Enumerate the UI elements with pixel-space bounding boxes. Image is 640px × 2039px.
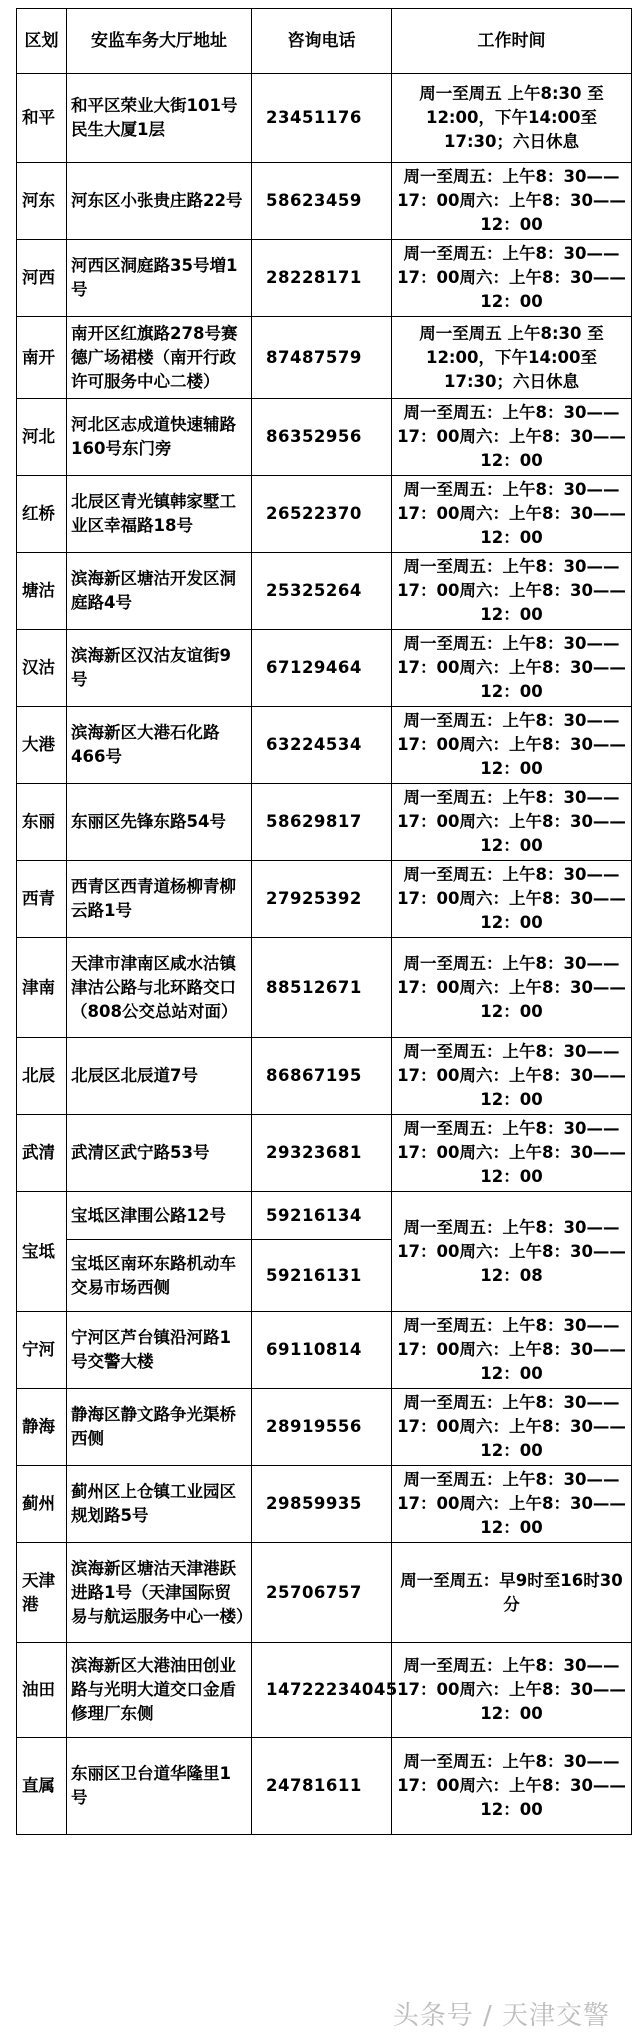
table-row — [17, 707, 632, 784]
table-row — [17, 240, 632, 317]
hours-cell: 周一至周五：上午8：30——17：00周六：上午8：30——12：00 — [392, 163, 632, 240]
phone-cell: 23451176 — [252, 74, 392, 163]
hours-cell: 周一至周五 上午8:30 至12:00，下午14:00至17:30；六日休息 — [392, 317, 632, 399]
phone-cell: 59216131 — [252, 1240, 392, 1312]
table-row — [17, 1738, 632, 1835]
table-row — [17, 630, 632, 707]
hours-cell: 周一至周五：上午8：30——17：00周六：上午8：30——12：00 — [392, 476, 632, 553]
district-cell: 津南 — [17, 938, 67, 1038]
district-cell: 天津港 — [17, 1543, 67, 1643]
address-cell: 滨海新区汉沽友谊街9号 — [67, 630, 252, 707]
district-cell: 静海 — [17, 1389, 67, 1466]
address-cell: 南开区红旗路278号赛德广场裙楼（南开行政许可服务中心二楼） — [67, 317, 252, 399]
hours-cell: 周一至周五：上午8：30——17：00周六：上午8：30——12：00 — [392, 938, 632, 1038]
service-hall-table-container — [16, 8, 631, 1835]
district-cell: 油田 — [17, 1643, 67, 1738]
district-cell: 汉沽 — [17, 630, 67, 707]
hours-cell: 周一至周五：上午8：30——17：00周六：上午8：30——12：00 — [392, 553, 632, 630]
phone-cell: 63224534 — [252, 707, 392, 784]
hours-cell: 周一至周五 上午8:30 至12:00，下午14:00至17:30；六日休息 — [392, 74, 632, 163]
phone-cell: 29859935 — [252, 1466, 392, 1543]
phone-cell: 86352956 — [252, 399, 392, 476]
header-address: 安监车务大厅地址 — [67, 9, 252, 74]
header-district: 区划 — [17, 9, 67, 74]
hours-cell: 周一至周五：上午8：30——17：00周六：上午8：30——12：00 — [392, 630, 632, 707]
phone-cell: 27925392 — [252, 861, 392, 938]
district-cell: 河西 — [17, 240, 67, 317]
address-cell: 河东区小张贵庄路22号 — [67, 163, 252, 240]
table-row — [17, 1466, 632, 1543]
hours-cell: 周一至周五：上午8：30——17：00周六：上午8：30——12：00 — [392, 1115, 632, 1192]
hours-cell: 周一至周五：上午8：30——17：00周六：上午8：30——12：00 — [392, 784, 632, 861]
table-row — [17, 74, 632, 163]
table-row — [17, 1038, 632, 1115]
phone-cell: 25325264 — [252, 553, 392, 630]
hours-cell: 周一至周五：上午8：30——17：00周六：上午8：30——12：00 — [392, 1466, 632, 1543]
address-cell: 河北区志成道快速辅路160号东门旁 — [67, 399, 252, 476]
phone-cell: 59216134 — [252, 1192, 392, 1240]
table-row — [17, 476, 632, 553]
watermark: 头条号 / 天津交警 — [392, 2001, 610, 2031]
phone-cell: 88512671 — [252, 938, 392, 1038]
table-row — [17, 399, 632, 476]
table-row — [17, 784, 632, 861]
table-row — [17, 1643, 632, 1738]
phone-cell: 24781611 — [252, 1738, 392, 1835]
hours-cell: 周一至周五：上午8：30——17：00周六：上午8：30——12：00 — [392, 1038, 632, 1115]
district-cell: 东丽 — [17, 784, 67, 861]
address-cell: 滨海新区塘沽天津港跃进路1号（天津国际贸易与航运服务中心一楼） — [67, 1543, 252, 1643]
address-cell: 天津市津南区咸水沽镇津沽公路与北环路交口（808公交总站对面） — [67, 938, 252, 1038]
phone-cell: 28919556 — [252, 1389, 392, 1466]
district-cell: 河东 — [17, 163, 67, 240]
table-body — [17, 74, 632, 1835]
phone-cell: 86867195 — [252, 1038, 392, 1115]
phone-cell: 58629817 — [252, 784, 392, 861]
district-cell: 和平 — [17, 74, 67, 163]
district-cell: 河北 — [17, 399, 67, 476]
address-cell: 滨海新区大港油田创业路与光明大道交口金盾修理厂东侧 — [67, 1643, 252, 1738]
hours-cell: 周一至周五：上午8：30——17：00周六：上午8：30——12：00 — [392, 861, 632, 938]
district-cell: 宁河 — [17, 1312, 67, 1389]
district-cell: 武清 — [17, 1115, 67, 1192]
address-cell: 滨海新区大港石化路466号 — [67, 707, 252, 784]
table-row — [17, 553, 632, 630]
hours-cell: 周一至周五：上午8：30——17：00周六：上午8：30——12：08 — [392, 1192, 632, 1312]
district-cell: 西青 — [17, 861, 67, 938]
phone-cell: 58623459 — [252, 163, 392, 240]
district-cell: 塘沽 — [17, 553, 67, 630]
address-cell: 西青区西青道杨柳青柳云路1号 — [67, 861, 252, 938]
district-cell: 大港 — [17, 707, 67, 784]
district-cell: 宝坻 — [17, 1192, 67, 1312]
table-header-row — [17, 9, 632, 74]
table-row — [17, 1115, 632, 1192]
hours-cell: 周一至周五：上午8：30——17：00周六：上午8：30——12：00 — [392, 399, 632, 476]
address-cell: 武清区武宁路53号 — [67, 1115, 252, 1192]
phone-cell: 28228171 — [252, 240, 392, 317]
phone-cell: 14722234045 — [252, 1643, 392, 1738]
district-cell: 蓟州 — [17, 1466, 67, 1543]
address-cell: 静海区静文路争光渠桥西侧 — [67, 1389, 252, 1466]
address-cell: 宝坻区津围公路12号 — [67, 1192, 252, 1240]
hours-cell: 周一至周五：上午8：30——17：00周六：上午8：30——12：00 — [392, 240, 632, 317]
hours-cell: 周一至周五：上午8：30——17：00周六：上午8：30——12：00 — [392, 707, 632, 784]
table-row — [17, 317, 632, 399]
address-cell: 宝坻区南环东路机动车交易市场西侧 — [67, 1240, 252, 1312]
table-row — [17, 861, 632, 938]
hours-cell: 周一至周五：上午8：30——17：00周六：上午8：30——12：00 — [392, 1389, 632, 1466]
table-row — [17, 1389, 632, 1466]
district-cell: 北辰 — [17, 1038, 67, 1115]
header-hours: 工作时间 — [392, 9, 632, 74]
hours-cell: 周一至周五：上午8：30——17：00周六：上午8：30——12：00 — [392, 1738, 632, 1835]
table-row — [17, 1192, 632, 1240]
address-cell: 东丽区卫台道华隆里1号 — [67, 1738, 252, 1835]
phone-cell: 69110814 — [252, 1312, 392, 1389]
phone-cell: 67129464 — [252, 630, 392, 707]
table-row — [17, 1312, 632, 1389]
address-cell: 和平区荣业大街101号民生大厦1层 — [67, 74, 252, 163]
table-row — [17, 938, 632, 1038]
address-cell: 宁河区芦台镇沿河路1号交警大楼 — [67, 1312, 252, 1389]
address-cell: 东丽区先锋东路54号 — [67, 784, 252, 861]
phone-cell: 87487579 — [252, 317, 392, 399]
service-hall-table — [16, 8, 632, 1835]
phone-cell: 25706757 — [252, 1543, 392, 1643]
address-cell: 河西区洞庭路35号増1号 — [67, 240, 252, 317]
district-cell: 直属 — [17, 1738, 67, 1835]
phone-cell: 29323681 — [252, 1115, 392, 1192]
table-row — [17, 163, 632, 240]
phone-cell: 26522370 — [252, 476, 392, 553]
address-cell: 滨海新区塘沽开发区洞庭路4号 — [67, 553, 252, 630]
address-cell: 北辰区青光镇韩家墅工业区幸福路18号 — [67, 476, 252, 553]
address-cell: 北辰区北辰道7号 — [67, 1038, 252, 1115]
district-cell: 红桥 — [17, 476, 67, 553]
table-row — [17, 1543, 632, 1643]
header-phone: 咨询电话 — [252, 9, 392, 74]
district-cell: 南开 — [17, 317, 67, 399]
hours-cell: 周一至周五：早9时至16时30分 — [392, 1543, 632, 1643]
hours-cell: 周一至周五：上午8：30——17：00周六：上午8：30——12：00 — [392, 1643, 632, 1738]
address-cell: 蓟州区上仓镇工业园区规划路5号 — [67, 1466, 252, 1543]
hours-cell: 周一至周五：上午8：30——17：00周六：上午8：30——12：00 — [392, 1312, 632, 1389]
